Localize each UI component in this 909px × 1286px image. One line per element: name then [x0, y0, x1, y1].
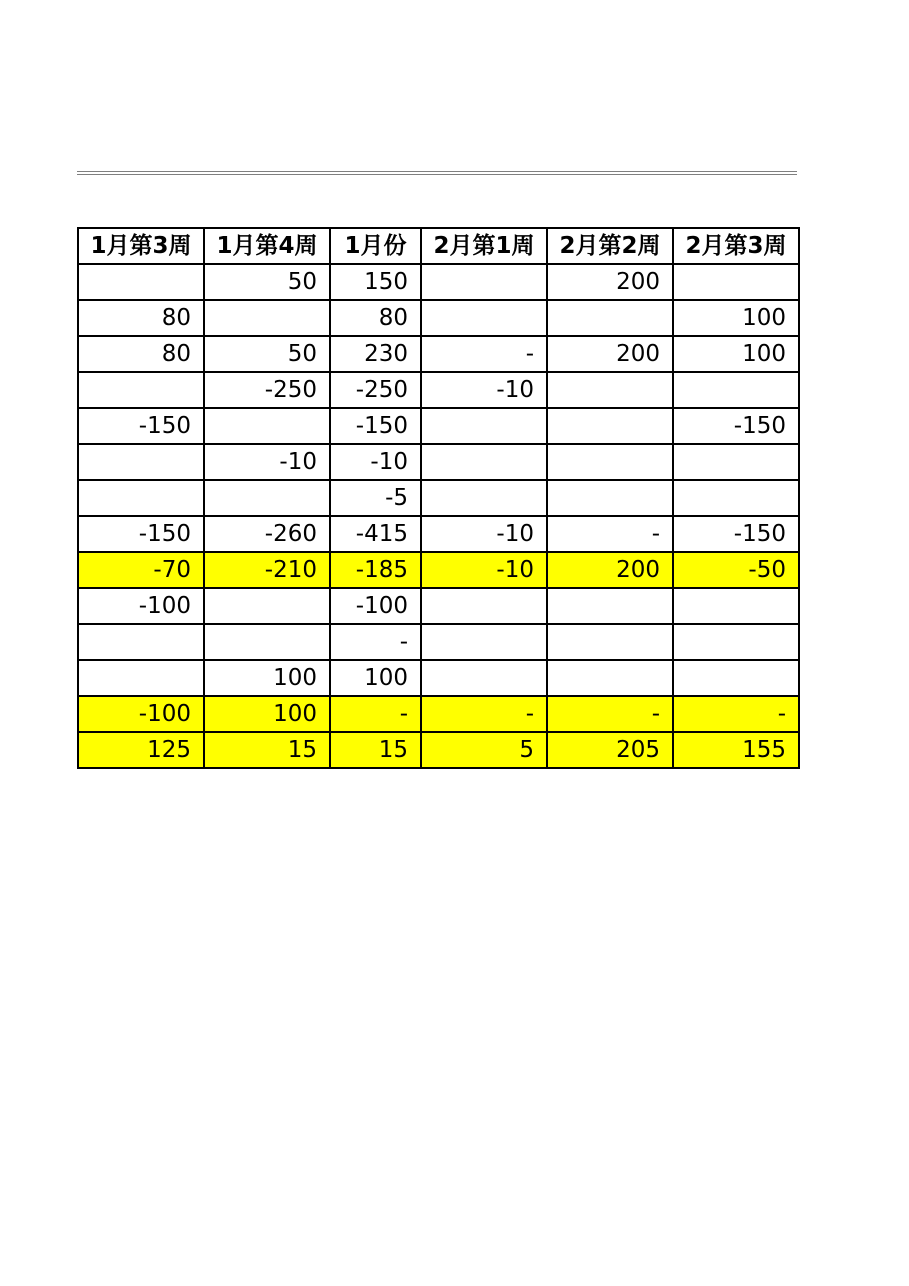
table-row	[78, 624, 799, 660]
table-row	[78, 660, 799, 696]
table-cell: 200	[547, 552, 673, 588]
table-cell: -70	[78, 552, 204, 588]
table-cell	[673, 660, 799, 696]
table-cell	[673, 264, 799, 300]
table-cell	[547, 588, 673, 624]
table-cell: 15	[204, 732, 330, 768]
table-cell: -10	[204, 444, 330, 480]
table-row	[78, 408, 799, 444]
table-cell: -250	[204, 372, 330, 408]
table-row	[78, 300, 799, 336]
table-cell: -100	[330, 588, 421, 624]
table-cell	[421, 480, 547, 516]
table-cell: -100	[78, 588, 204, 624]
table-body	[78, 264, 799, 768]
table-cell: 200	[547, 264, 673, 300]
column-header: 2月第3周	[673, 228, 799, 264]
table-cell	[78, 624, 204, 660]
double-rule-top	[77, 171, 797, 172]
table-cell: -5	[330, 480, 421, 516]
table-row	[78, 336, 799, 372]
table-cell	[204, 408, 330, 444]
table-cell: -150	[330, 408, 421, 444]
table-cell	[673, 588, 799, 624]
table-cell: 125	[78, 732, 204, 768]
table-cell: 80	[330, 300, 421, 336]
table-cell	[421, 660, 547, 696]
table-cell	[547, 660, 673, 696]
table-cell	[421, 300, 547, 336]
table-cell: -	[421, 336, 547, 372]
column-header: 1月第4周	[204, 228, 330, 264]
table-cell: -150	[673, 516, 799, 552]
table-cell: 100	[673, 336, 799, 372]
table-cell: 100	[204, 696, 330, 732]
table-cell: -250	[330, 372, 421, 408]
table-cell	[78, 444, 204, 480]
table-cell: -	[547, 696, 673, 732]
table-cell	[204, 624, 330, 660]
column-header: 2月第2周	[547, 228, 673, 264]
table-cell	[673, 624, 799, 660]
table-cell	[204, 480, 330, 516]
table-cell	[547, 444, 673, 480]
table-cell: 230	[330, 336, 421, 372]
table-cell: -10	[421, 516, 547, 552]
table-cell: 100	[204, 660, 330, 696]
table-cell: -150	[78, 516, 204, 552]
table-cell: 50	[204, 336, 330, 372]
table-cell: -415	[330, 516, 421, 552]
table-header-row	[78, 228, 799, 264]
double-rule-bottom	[77, 174, 797, 175]
table-cell	[547, 300, 673, 336]
table-cell	[547, 408, 673, 444]
column-header: 1月第3周	[78, 228, 204, 264]
table-cell	[547, 372, 673, 408]
table-cell: 150	[330, 264, 421, 300]
table-row	[78, 480, 799, 516]
table-cell: -	[421, 696, 547, 732]
table-cell	[421, 264, 547, 300]
column-header: 2月第1周	[421, 228, 547, 264]
table-cell	[78, 372, 204, 408]
table-cell: -10	[421, 552, 547, 588]
table-cell	[78, 264, 204, 300]
table-cell: -100	[78, 696, 204, 732]
table-cell: -10	[330, 444, 421, 480]
table-row	[78, 372, 799, 408]
table-cell: -150	[673, 408, 799, 444]
table-cell	[673, 480, 799, 516]
table-row	[78, 732, 799, 768]
table-cell	[421, 588, 547, 624]
table-cell	[547, 624, 673, 660]
table-cell: -	[330, 696, 421, 732]
table-cell: -260	[204, 516, 330, 552]
column-header: 1月份	[330, 228, 421, 264]
table-cell: 80	[78, 300, 204, 336]
table-cell: 205	[547, 732, 673, 768]
table-row	[78, 516, 799, 552]
table-row	[78, 264, 799, 300]
table-cell: 155	[673, 732, 799, 768]
table-cell: 100	[330, 660, 421, 696]
table-cell	[204, 300, 330, 336]
table-cell: -	[547, 516, 673, 552]
table-row	[78, 552, 799, 588]
table-cell: -50	[673, 552, 799, 588]
table-cell	[673, 372, 799, 408]
table-cell: 15	[330, 732, 421, 768]
table-row	[78, 696, 799, 732]
table-cell	[673, 444, 799, 480]
table-cell	[421, 408, 547, 444]
table-cell: -10	[421, 372, 547, 408]
table-cell: -185	[330, 552, 421, 588]
table-cell: 80	[78, 336, 204, 372]
table-cell	[421, 624, 547, 660]
table-cell	[78, 660, 204, 696]
table-cell: 5	[421, 732, 547, 768]
table-cell: -	[330, 624, 421, 660]
table-cell	[78, 480, 204, 516]
table-cell	[421, 444, 547, 480]
table-cell: 50	[204, 264, 330, 300]
data-table	[77, 227, 800, 769]
table-cell	[204, 588, 330, 624]
table-row	[78, 588, 799, 624]
table-cell: 100	[673, 300, 799, 336]
table-cell: -150	[78, 408, 204, 444]
table-cell: -210	[204, 552, 330, 588]
table-row	[78, 444, 799, 480]
table-cell: 200	[547, 336, 673, 372]
table-cell	[547, 480, 673, 516]
table-cell: -	[673, 696, 799, 732]
